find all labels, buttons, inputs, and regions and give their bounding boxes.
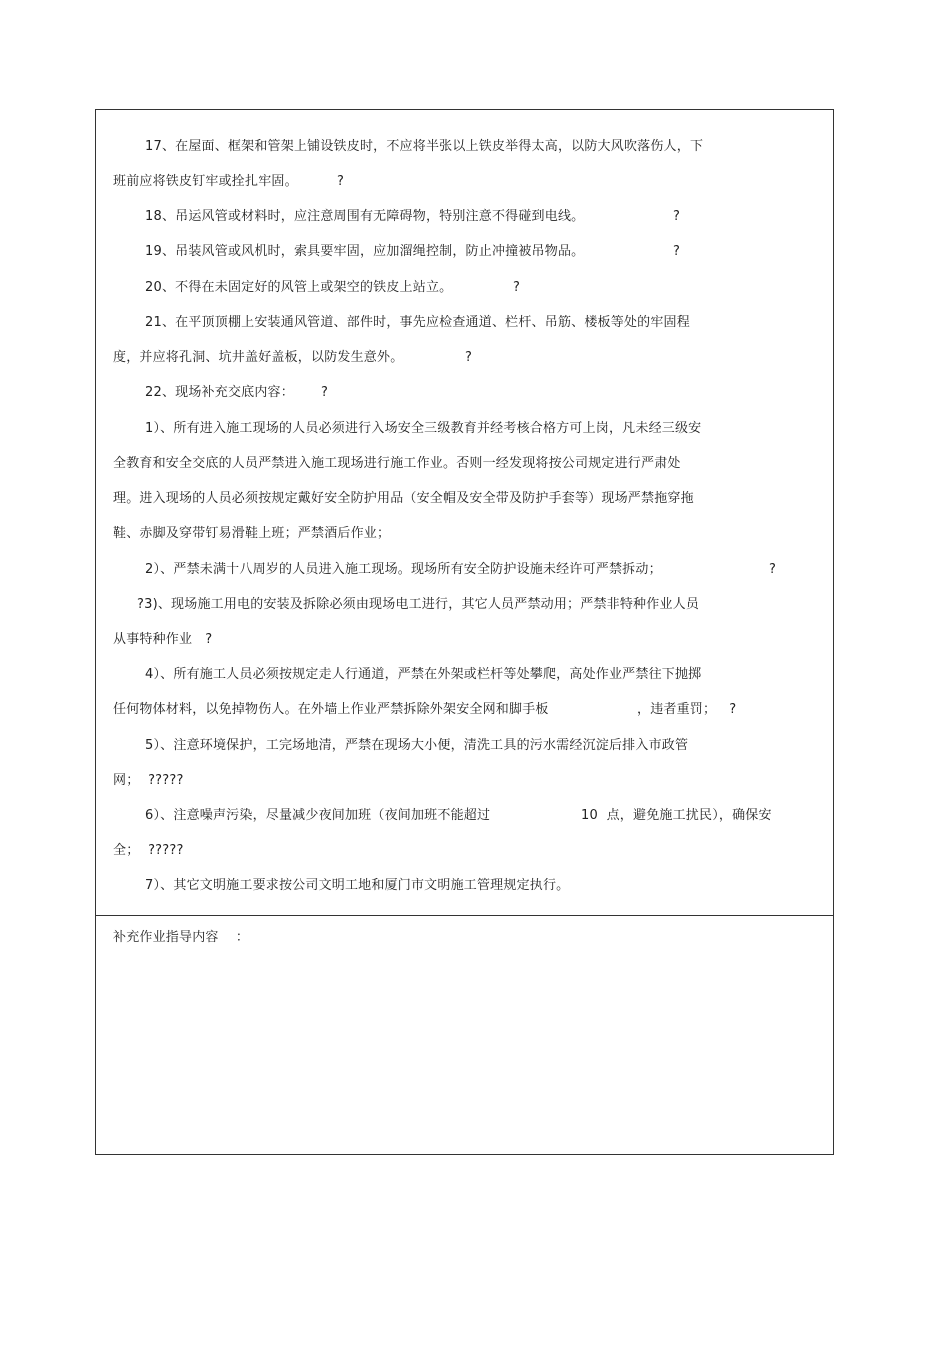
sub-1-line2: 全教育和安全交底的人员严禁进入施工现场进行施工作业。否则一经发现将按公司规定进行严肃处 xyxy=(113,456,681,471)
sub-2: 2）、严禁未满十八周岁的人员进入施工现场。现场所有安全防护设施未经许可严禁拆动； xyxy=(145,562,662,577)
item-17-line1: 17、在屋面、框架和管架上铺设铁皮时，不应将半张以上铁皮举得太高，以防大风吹落伤人，下 xyxy=(145,139,704,154)
question-mark: ? xyxy=(465,350,472,365)
item-22: 22、现场补充交底内容： xyxy=(145,385,294,400)
sub-5-line1: 5）、注意环境保护，工完场地清，严禁在现场大小便，清洗工具的污水需经沉淀后排入市政管 xyxy=(145,738,689,753)
sub-1-line3: 理。进入现场的人员必须按规定戴好安全防护用品（安全帽及安全带及防护手套等）现场严禁拖穿拖 xyxy=(113,491,694,506)
sub-4-line2-tail: ，违者重罚； ? xyxy=(637,702,737,717)
item-20: 20、不得在未固定好的风管上或架空的铁皮上站立。 xyxy=(145,280,453,295)
question-mark: ? xyxy=(769,562,776,577)
sub-4-line1: 4）、所有施工人员必须按规定走人行通道，严禁在外架或栏杆等处攀爬，高处作业严禁往下抛掷 xyxy=(145,667,702,682)
sub-1-line4: 鞋、赤脚及穿带钉易滑鞋上班；严禁酒后作业； xyxy=(113,526,391,541)
question-mark: ? xyxy=(673,244,680,259)
item-21-line1: 21、在平顶顶棚上安装通风管道、部件时，事先应检查通道、栏杆、吊筋、楼板等处的牢固程 xyxy=(145,315,690,330)
sub-3-line1: ?3)、现场施工用电的安装及拆除必须由现场电工进行，其它人员严禁动用；严禁非特种作业人员 xyxy=(137,597,700,612)
sub-6-line1-tail: 10 点，避免施工扰民），确保安 xyxy=(581,808,772,823)
question-mark: ? xyxy=(321,385,328,400)
table-divider xyxy=(96,915,833,916)
item-19: 19、吊装风管或风机时，索具要牢固，应加溜绳控制，防止冲撞被吊物品。 xyxy=(145,244,585,259)
question-mark: ? xyxy=(337,174,344,189)
sub-5-line2: 网； ????? xyxy=(113,773,184,788)
question-mark: ? xyxy=(673,209,680,224)
supplement-label: 补充作业指导内容 ： xyxy=(113,930,250,945)
sub-6-line1: 6）、注意噪声污染，尽量减少夜间加班（夜间加班不能超过 xyxy=(145,808,491,823)
sub-4-line2: 任何物体材料，以免掉物伤人。在外墙上作业严禁拆除外架安全网和脚手板 xyxy=(113,702,549,717)
item-17-line2: 班前应将铁皮钉牢或拴扎牢固。 xyxy=(113,174,298,189)
item-21-line2: 度，并应将孔洞、坑井盖好盖板，以防发生意外。 xyxy=(113,350,404,365)
item-18: 18、吊运风管或材料时，应注意周围有无障碍物，特别注意不得碰到电线。 xyxy=(145,209,585,224)
sub-3-line2: 从事特种作业 ? xyxy=(113,632,213,647)
sub-7: 7）、其它文明施工要求按公司文明工地和厦门市文明施工管理规定执行。 xyxy=(145,878,570,893)
sub-1-line1: 1）、所有进入施工现场的人员必须进行入场安全三级教育并经考核合格方可上岗，凡未经三级安 xyxy=(145,421,702,436)
question-mark: ? xyxy=(513,280,520,295)
sub-6-line2: 全； ????? xyxy=(113,843,184,858)
